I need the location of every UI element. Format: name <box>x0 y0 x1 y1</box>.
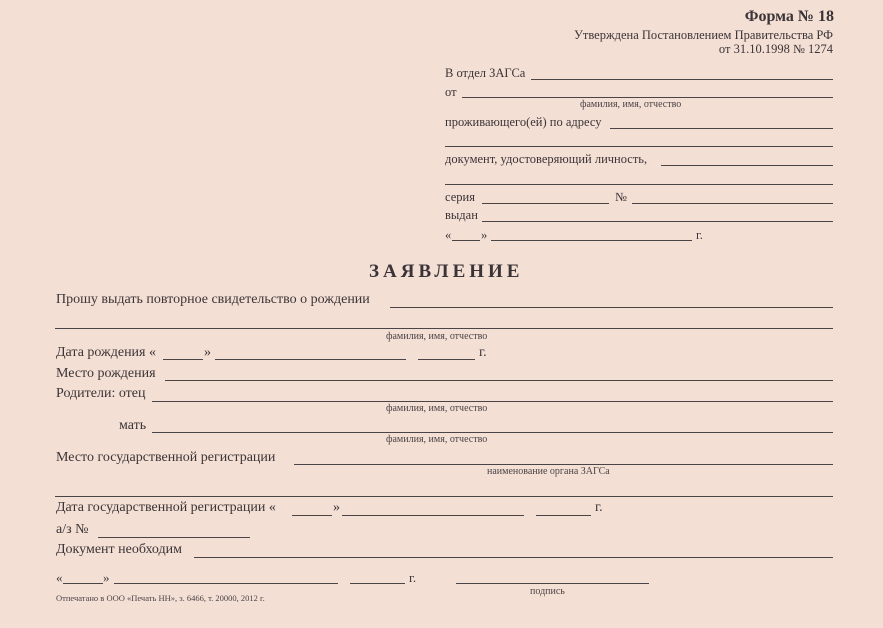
birth-month-field[interactable] <box>215 359 406 360</box>
father-label: Родители: отец <box>56 386 146 401</box>
form-number: Форма № 18 <box>744 8 834 25</box>
id-document-field[interactable] <box>661 165 833 166</box>
record-number-field[interactable] <box>98 537 250 538</box>
approval-line-1: Утверждена Постановлением Правительства РФ <box>574 28 833 42</box>
birth-date-label: Дата рождения « <box>56 345 156 360</box>
birth-place-field[interactable] <box>165 380 833 381</box>
mother-name-field[interactable] <box>152 432 833 433</box>
fio-hint-child: фамилия, имя, отчество <box>386 331 488 342</box>
birth-year-suffix: г. <box>479 345 487 360</box>
registry-office-hint: наименование органа ЗАГСа <box>487 466 610 477</box>
request-label: Прошу выдать повторное свидетельство о рождении <box>56 292 370 307</box>
document-needed-field[interactable] <box>194 557 833 558</box>
id-document-field-2[interactable] <box>445 184 833 185</box>
father-name-field[interactable] <box>152 401 833 402</box>
issue-date-quote-close: » <box>481 228 488 242</box>
series-field[interactable] <box>482 203 609 204</box>
registration-place-label: Место государственной регистрации <box>56 450 276 465</box>
sign-year-suffix: г. <box>409 570 417 585</box>
fio-hint-father: фамилия, имя, отчество <box>386 403 488 414</box>
signature-field[interactable] <box>456 583 649 584</box>
issued-label: выдан <box>445 208 478 222</box>
registration-year-field[interactable] <box>536 515 591 516</box>
document-title: ЗАЯВЛЕНИЕ <box>369 261 524 282</box>
issue-day-field[interactable] <box>452 240 480 241</box>
sign-date-quote-open: « <box>56 570 63 585</box>
record-number-label: а/з № <box>56 522 89 537</box>
signature-hint: подпись <box>530 586 565 597</box>
number-label: № <box>615 190 627 204</box>
child-name-field-2[interactable] <box>55 328 833 329</box>
registration-month-field[interactable] <box>342 515 524 516</box>
address-field[interactable] <box>610 128 833 129</box>
document-number-field[interactable] <box>632 203 833 204</box>
registration-place-field[interactable] <box>294 464 833 465</box>
sign-day-field[interactable] <box>63 583 103 584</box>
residing-label: проживающего(ей) по адресу <box>445 115 602 129</box>
approval-line-2: от 31.10.1998 № 1274 <box>718 42 833 56</box>
sign-date-quote-close: » <box>103 570 110 585</box>
id-document-label: документ, удостоверяющий личность, <box>445 152 648 166</box>
to-department-field[interactable] <box>531 79 833 80</box>
printer-imprint: Отпечатано в ООО «Печать НН», з. 6466, т. 20000, 2012 г. <box>56 593 265 603</box>
birth-year-field[interactable] <box>418 359 475 360</box>
fio-hint-mother: фамилия, имя, отчество <box>386 434 488 445</box>
document-needed-label: Документ необходим <box>56 542 182 557</box>
registration-date-label: Дата государственной регистрации « <box>56 500 276 515</box>
series-label: серия <box>445 190 475 204</box>
issue-year-suffix: г. <box>696 228 703 242</box>
registration-date-quote-close: » <box>333 500 340 515</box>
applicant-name-field[interactable] <box>462 97 833 98</box>
mother-label: мать <box>119 418 147 433</box>
issued-by-field[interactable] <box>482 221 833 222</box>
from-label: от <box>445 85 457 99</box>
birth-place-label: Место рождения <box>56 366 156 381</box>
registration-year-suffix: г. <box>595 500 603 515</box>
fio-hint: фамилия, имя, отчество <box>580 99 682 110</box>
issue-date-quote-open: « <box>445 228 452 242</box>
sign-year-field[interactable] <box>350 583 405 584</box>
address-field-2[interactable] <box>445 146 833 147</box>
birth-day-field[interactable] <box>163 359 203 360</box>
issue-month-year-field[interactable] <box>491 240 692 241</box>
birth-date-quote-close: » <box>204 345 211 360</box>
registration-day-field[interactable] <box>292 515 332 516</box>
registration-place-field-2[interactable] <box>55 496 833 497</box>
sign-month-field[interactable] <box>114 583 338 584</box>
to-department-label: В отдел ЗАГСа <box>445 66 526 80</box>
child-name-field[interactable] <box>390 307 833 308</box>
